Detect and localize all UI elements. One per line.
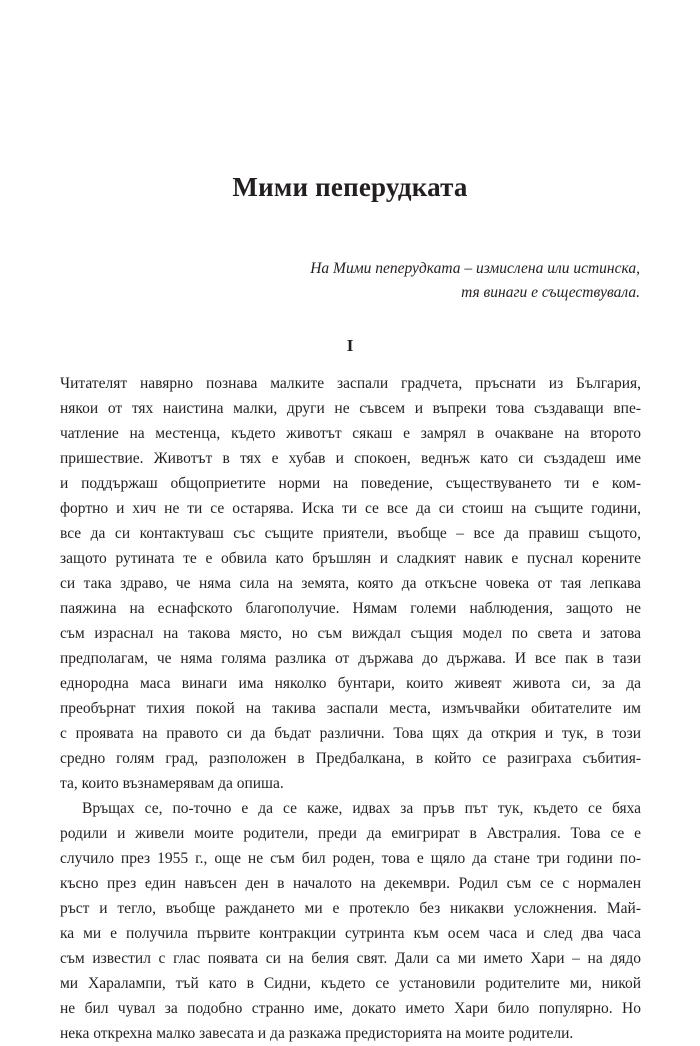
body-text (60, 371, 641, 1046)
text-line: родили и живели моите родители, преди да емигрират в Австралия. Това се е (60, 825, 641, 842)
text-line: еднородна маса винаги има няколко бунтари, които живеят живота си, за да (60, 675, 641, 692)
text-line: все да си контактуваш със същите приятели, въобще – все да правиш същото, (60, 525, 641, 542)
chapter-number: I (346, 336, 354, 355)
text-line: преобърнат тихия покой на такива заспали места, измъчвайки обитателите им (60, 700, 641, 717)
text-line: защото рутината те е обвила като бръшлян и сладкият навик е пуснал корените (60, 550, 641, 567)
text-line: ръст и тегло, въобще раждането ми е протекло без никакви усложнения. Май- (60, 900, 641, 917)
text-line: предполагам, че няма голяма разлика от държава до държава. И все пак в тази (60, 650, 641, 667)
epigraph-line: На Мими пеперудката – измислена или истинска, (310, 260, 640, 277)
text-line: ми Харалампи, тъй като в Сидни, където се установили родителите ми, никой (60, 975, 641, 992)
chapter-title: Мими пеперудката (232, 172, 468, 202)
text-line: та, които възнамерявам да опиша. (60, 775, 284, 792)
text-line: някои от тях наистина малки, други не съвсем и въпреки това създаващи впе- (60, 400, 641, 417)
text-line: и поддържаш общоприетите норми на поведение, съществуването ти е ком- (60, 475, 641, 492)
text-line: късно през един навъсен ден в началото на декември. Родил съм се с нормален (60, 875, 641, 892)
text-line: съм израснал на такова място, но съм виждал същия модел по света и затова (60, 625, 641, 642)
text-line: пришествие. Животът в тях е хубав и спокоен, веднъж като си създадеш име (60, 450, 641, 467)
epigraph-line: тя винаги е съществувала. (461, 284, 640, 301)
text-line: случило през 1955 г., още не съм бил роден, това е щяло да стане три години по- (60, 850, 641, 867)
text-line: паяжина на еснафското благополучие. Нямам големи наблюдения, защото не (60, 600, 641, 617)
text-line: съм известил с глас появата си на белия свят. Дали са ми името Хари – на дядо (60, 950, 641, 967)
text-line: нека открехна малко завесата и да разкажа предисторията на моите родители. (60, 1025, 574, 1042)
text-line: фортно и хич не ти се остарява. Иска ти се все да си стоиш на същите години, (60, 500, 641, 517)
text-line: ка ми е получила първите контракции сутринта към осем часа и след два часа (60, 925, 641, 942)
text-line: средно голям град, разположен в Предбалкана, в който се разиграха събития- (60, 750, 641, 767)
text-line: си така здраво, че няма сила на земята, която да откъсне човека от тая лепкава (60, 575, 641, 592)
text-line: Читателят навярно познава малките заспали градчета, пръснати из България, (60, 375, 641, 392)
epigraph (310, 257, 640, 305)
text-line: Връщах се, по-точно е да се каже, идвах за пръв път тук, където се бяха (82, 800, 641, 817)
text-line: с проявата на правото си да бъдат различни. Това щях да открия и тук, в този (60, 725, 641, 742)
text-line: чатление на местенца, където животът сякаш е замрял в очакване на второто (60, 425, 641, 442)
text-line: не бил чувал за подобно странно име, докато името Хари било популярно. Но (60, 1000, 641, 1017)
